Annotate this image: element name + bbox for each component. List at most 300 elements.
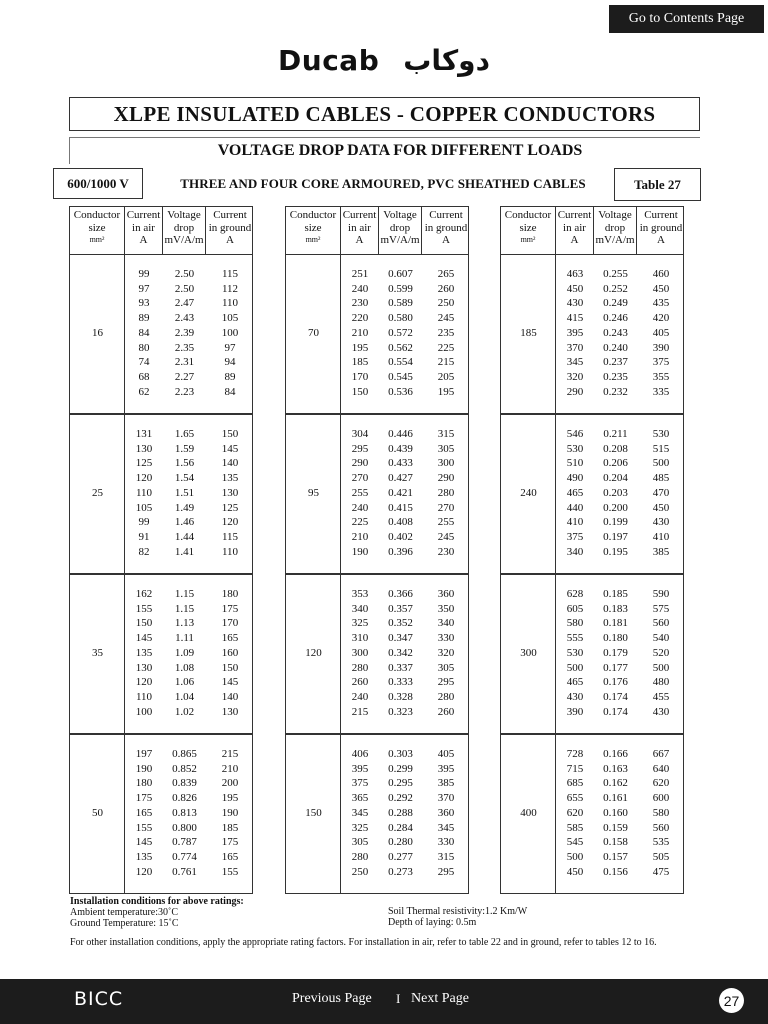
cell-ground: 667 bbox=[652, 748, 670, 760]
cell-air: 105 bbox=[135, 501, 153, 514]
cell-drop: 1.54 bbox=[174, 472, 195, 485]
cell-drop: 1.08 bbox=[174, 661, 195, 674]
cell-air: 150 bbox=[135, 617, 153, 630]
cell-ground: 305 bbox=[437, 661, 455, 674]
cell-drop: 0.176 bbox=[603, 676, 628, 689]
cell-air: 375 bbox=[351, 777, 369, 790]
values-ground bbox=[206, 747, 254, 879]
cell-ground: 235 bbox=[437, 326, 455, 339]
cell-drop: 0.852 bbox=[172, 762, 197, 775]
cell-air: 110 bbox=[135, 690, 153, 703]
cell-ground: 255 bbox=[437, 516, 455, 529]
values-ground bbox=[422, 267, 470, 399]
table-row bbox=[500, 254, 684, 414]
cell-drop: 2.43 bbox=[174, 312, 195, 325]
cell-air: 240 bbox=[351, 282, 369, 295]
cell-air: 555 bbox=[566, 632, 584, 645]
cell-ground: 165 bbox=[221, 850, 239, 863]
conductor-size: 25 bbox=[92, 487, 103, 499]
cell-drop: 0.580 bbox=[388, 312, 413, 325]
cell-ground: 560 bbox=[652, 821, 670, 834]
cell-air: 545 bbox=[566, 836, 584, 849]
cell-ground: 395 bbox=[437, 762, 455, 775]
cell-air: 340 bbox=[351, 602, 369, 615]
cell-air: 62 bbox=[138, 385, 150, 398]
header-line: mV/A/m bbox=[380, 234, 420, 246]
cell-ground: 155 bbox=[221, 865, 239, 878]
cell-ground: 150 bbox=[221, 661, 239, 674]
values-ground bbox=[422, 427, 470, 559]
cell-ground: 535 bbox=[652, 836, 670, 849]
cell-ground: 450 bbox=[652, 282, 670, 295]
header-size bbox=[286, 207, 341, 255]
cell-air: 125 bbox=[135, 457, 153, 470]
cell-ground: 195 bbox=[221, 792, 239, 805]
cell-air: 225 bbox=[351, 516, 369, 529]
cell-drop: 0.199 bbox=[603, 516, 628, 529]
cell-drop: 0.237 bbox=[603, 356, 628, 369]
cell-air: 270 bbox=[351, 472, 369, 485]
header-line: in air bbox=[563, 221, 586, 234]
cell-ground: 430 bbox=[652, 516, 670, 529]
cell-drop: 1.44 bbox=[174, 530, 195, 543]
header-ground bbox=[206, 207, 254, 255]
cell-ground: 140 bbox=[221, 690, 239, 703]
cell-ground: 410 bbox=[652, 530, 670, 543]
cell-ground: 245 bbox=[437, 312, 455, 325]
cell-ground: 94 bbox=[224, 356, 236, 369]
cell-air: 585 bbox=[566, 821, 584, 834]
cell-air: 220 bbox=[351, 312, 369, 325]
cell-ground: 89 bbox=[224, 370, 236, 383]
cell-ground: 140 bbox=[221, 457, 239, 470]
cell-air: 320 bbox=[566, 370, 584, 383]
cell-drop: 1.51 bbox=[174, 486, 195, 499]
cell-ground: 330 bbox=[437, 836, 455, 849]
cell-ground: 112 bbox=[221, 282, 239, 295]
next-page-link[interactable]: Next Page bbox=[411, 991, 469, 1006]
cell-air: 310 bbox=[351, 632, 369, 645]
cell-air: 120 bbox=[135, 472, 153, 485]
cell-air: 375 bbox=[566, 530, 584, 543]
header-line: drop bbox=[389, 221, 411, 234]
values-drop bbox=[379, 267, 422, 399]
cell-ground: 330 bbox=[437, 632, 455, 645]
cell-ground: 305 bbox=[437, 442, 455, 455]
cell-drop: 1.13 bbox=[174, 617, 195, 630]
cell-drop: 1.04 bbox=[174, 690, 195, 703]
table-row bbox=[285, 574, 469, 734]
values-drop bbox=[163, 267, 206, 399]
values-air bbox=[125, 267, 163, 399]
cell-air: 395 bbox=[566, 326, 584, 339]
header-ground bbox=[422, 207, 470, 255]
cell-ground: 190 bbox=[221, 806, 239, 819]
cell-air: 345 bbox=[566, 356, 584, 369]
values-ground bbox=[637, 427, 685, 559]
cell-ground: 97 bbox=[224, 341, 236, 354]
cell-air: 450 bbox=[566, 282, 584, 295]
header-drop bbox=[594, 207, 637, 255]
values-drop bbox=[163, 747, 206, 879]
footnote: For other installation conditions, apply the appropriate rating factors. For installation in air, refer to table 22 and in ground, refer to tables 12 to 16. bbox=[70, 937, 657, 948]
cell-drop: 0.197 bbox=[603, 530, 628, 543]
cell-drop: 0.554 bbox=[388, 356, 413, 369]
header-line: drop bbox=[604, 221, 626, 234]
cell-air: 295 bbox=[351, 442, 369, 455]
cell-ground: 245 bbox=[437, 530, 455, 543]
cell-drop: 1.49 bbox=[174, 501, 195, 514]
values-air bbox=[341, 427, 379, 559]
cell-ground: 600 bbox=[652, 792, 670, 805]
cell-drop: 0.536 bbox=[388, 385, 413, 398]
header-line: Voltage bbox=[383, 209, 417, 221]
cell-ground: 460 bbox=[652, 268, 670, 280]
cell-ground: 210 bbox=[221, 762, 239, 775]
cell-air: 120 bbox=[135, 865, 153, 878]
header-line: mm² bbox=[305, 235, 321, 244]
cell-drop: 0.288 bbox=[388, 806, 413, 819]
cell-drop: 1.41 bbox=[174, 545, 195, 558]
cell-ground: 200 bbox=[221, 777, 239, 790]
cell-ground: 175 bbox=[221, 602, 239, 615]
cell-drop: 2.50 bbox=[174, 268, 195, 280]
depth-of-laying: Depth of laying: 0.5m bbox=[388, 917, 477, 928]
cell-ground: 295 bbox=[437, 865, 455, 878]
cell-air: 130 bbox=[135, 442, 153, 455]
cell-air: 197 bbox=[135, 748, 153, 760]
cell-ground: 320 bbox=[437, 646, 455, 659]
conductor-size: 400 bbox=[520, 807, 537, 819]
cell-ground: 180 bbox=[221, 588, 239, 600]
cell-drop: 2.27 bbox=[174, 370, 195, 383]
cell-drop: 2.39 bbox=[174, 326, 195, 339]
values-air bbox=[125, 427, 163, 559]
values-ground bbox=[637, 267, 685, 399]
cell-air: 370 bbox=[566, 341, 584, 354]
cell-ground: 430 bbox=[652, 705, 670, 718]
values-drop bbox=[594, 427, 637, 559]
cell-drop: 0.396 bbox=[388, 545, 413, 558]
cell-drop: 0.181 bbox=[603, 617, 628, 630]
cell-ground: 360 bbox=[437, 588, 455, 600]
cell-air: 190 bbox=[351, 545, 369, 558]
cell-ground: 420 bbox=[652, 312, 670, 325]
header-line: size bbox=[304, 221, 322, 234]
cell-ground: 185 bbox=[221, 821, 239, 834]
cell-air: 305 bbox=[351, 836, 369, 849]
cell-ground: 345 bbox=[437, 821, 455, 834]
cell-air: 715 bbox=[566, 762, 584, 775]
cell-air: 99 bbox=[138, 268, 150, 280]
cell-drop: 1.65 bbox=[174, 428, 195, 440]
cell-ground: 455 bbox=[652, 690, 670, 703]
cell-air: 110 bbox=[135, 486, 153, 499]
cell-drop: 2.47 bbox=[174, 297, 195, 310]
page-number-badge: 27 bbox=[719, 988, 744, 1013]
values-ground bbox=[422, 747, 470, 879]
cell-drop: 2.23 bbox=[174, 385, 195, 398]
header-line: Current bbox=[644, 209, 678, 221]
cell-ground: 295 bbox=[437, 676, 455, 689]
cell-ground: 405 bbox=[437, 748, 455, 760]
table-header bbox=[285, 206, 469, 254]
header-line: mm² bbox=[520, 235, 536, 244]
cell-drop: 1.09 bbox=[174, 646, 195, 659]
values-air bbox=[341, 747, 379, 879]
cell-air: 395 bbox=[351, 762, 369, 775]
cell-air: 628 bbox=[566, 588, 584, 600]
header-air bbox=[125, 207, 163, 255]
table-row bbox=[500, 574, 684, 734]
cell-drop: 1.59 bbox=[174, 442, 195, 455]
cell-air: 145 bbox=[135, 836, 153, 849]
header-drop bbox=[379, 207, 422, 255]
cell-air: 325 bbox=[351, 821, 369, 834]
values-drop bbox=[379, 427, 422, 559]
cell-air: 605 bbox=[566, 602, 584, 615]
cell-air: 68 bbox=[138, 370, 150, 383]
cell-drop: 0.163 bbox=[603, 762, 628, 775]
cell-drop: 0.813 bbox=[172, 806, 197, 819]
conductor-size: 16 bbox=[92, 327, 103, 339]
cell-air: 430 bbox=[566, 690, 584, 703]
cell-ground: 150 bbox=[221, 428, 239, 440]
cell-ground: 575 bbox=[652, 602, 670, 615]
cell-air: 546 bbox=[566, 428, 584, 440]
header-line: A bbox=[570, 234, 579, 246]
cell-ground: 620 bbox=[652, 777, 670, 790]
cell-air: 406 bbox=[351, 748, 369, 760]
cell-drop: 0.787 bbox=[172, 836, 197, 849]
values-drop bbox=[594, 587, 637, 719]
cell-air: 210 bbox=[351, 530, 369, 543]
cell-air: 180 bbox=[135, 777, 153, 790]
cell-drop: 0.865 bbox=[172, 748, 197, 760]
cell-drop: 0.174 bbox=[603, 705, 628, 718]
cell-ground: 145 bbox=[221, 442, 239, 455]
header-line: mm² bbox=[89, 235, 105, 244]
cell-ground: 84 bbox=[224, 385, 236, 398]
values-drop bbox=[163, 587, 206, 719]
cell-drop: 0.357 bbox=[388, 602, 413, 615]
cell-ground: 125 bbox=[221, 501, 239, 514]
cell-ground: 110 bbox=[221, 297, 239, 310]
go-to-contents-button[interactable]: Go to Contents Page bbox=[609, 5, 764, 33]
values-ground bbox=[637, 747, 685, 879]
cell-drop: 0.774 bbox=[172, 850, 197, 863]
header-line: Current bbox=[342, 209, 377, 221]
header-line: Current bbox=[126, 209, 161, 221]
cell-drop: 2.50 bbox=[174, 282, 195, 295]
cell-ground: 370 bbox=[437, 792, 455, 805]
cell-drop: 1.02 bbox=[174, 705, 195, 718]
cell-drop: 0.328 bbox=[388, 690, 413, 703]
table-row bbox=[285, 734, 469, 894]
cell-air: 84 bbox=[138, 326, 150, 339]
cell-ground: 135 bbox=[221, 472, 239, 485]
cell-drop: 0.252 bbox=[603, 282, 628, 295]
cell-air: 500 bbox=[566, 850, 584, 863]
cell-drop: 0.545 bbox=[388, 370, 413, 383]
cell-drop: 0.232 bbox=[603, 385, 628, 398]
cell-ground: 540 bbox=[652, 632, 670, 645]
cell-drop: 0.299 bbox=[388, 762, 413, 775]
cell-drop: 0.208 bbox=[603, 442, 628, 455]
cell-ground: 110 bbox=[221, 545, 239, 558]
cell-ground: 515 bbox=[652, 442, 670, 455]
cell-drop: 0.204 bbox=[603, 472, 628, 485]
ground-temperature: Ground Temperature: 15˚C bbox=[70, 918, 179, 929]
cell-ground: 335 bbox=[652, 385, 670, 398]
cell-air: 390 bbox=[566, 705, 584, 718]
cell-air: 500 bbox=[566, 661, 584, 674]
previous-page-link[interactable]: Previous Page bbox=[292, 991, 372, 1006]
cell-drop: 0.408 bbox=[388, 516, 413, 529]
cell-ground: 315 bbox=[437, 428, 455, 440]
brand-name: BICC bbox=[74, 988, 124, 1010]
cell-drop: 0.446 bbox=[388, 428, 413, 440]
cell-ground: 560 bbox=[652, 617, 670, 630]
cell-ground: 475 bbox=[652, 865, 670, 878]
cell-drop: 0.439 bbox=[388, 442, 413, 455]
cell-drop: 0.421 bbox=[388, 486, 413, 499]
cell-ground: 130 bbox=[221, 705, 239, 718]
cell-air: 410 bbox=[566, 516, 584, 529]
cell-air: 465 bbox=[566, 676, 584, 689]
cell-air: 440 bbox=[566, 501, 584, 514]
header-line: Current bbox=[557, 209, 592, 221]
table-row bbox=[69, 414, 253, 574]
values-air bbox=[556, 587, 594, 719]
cell-ground: 100 bbox=[221, 326, 239, 339]
header-line: Conductor bbox=[289, 209, 337, 221]
cell-drop: 0.572 bbox=[388, 326, 413, 339]
cell-ground: 300 bbox=[437, 457, 455, 470]
cell-air: 230 bbox=[351, 297, 369, 310]
header-line: mV/A/m bbox=[164, 234, 204, 246]
cell-drop: 0.162 bbox=[603, 777, 628, 790]
cell-ground: 165 bbox=[221, 632, 239, 645]
table-row bbox=[69, 734, 253, 894]
header-size bbox=[501, 207, 556, 255]
values-air bbox=[556, 427, 594, 559]
header-line: size bbox=[519, 221, 537, 234]
cell-ground: 290 bbox=[437, 472, 455, 485]
cell-ground: 435 bbox=[652, 297, 670, 310]
cell-air: 255 bbox=[351, 486, 369, 499]
cell-ground: 215 bbox=[437, 356, 455, 369]
cell-drop: 0.433 bbox=[388, 457, 413, 470]
header-line: in air bbox=[348, 221, 371, 234]
cell-drop: 0.295 bbox=[388, 777, 413, 790]
nav-separator: I bbox=[396, 991, 401, 1006]
cell-drop: 1.46 bbox=[174, 516, 195, 529]
cell-ground: 360 bbox=[437, 806, 455, 819]
cell-air: 74 bbox=[138, 356, 150, 369]
cell-air: 465 bbox=[566, 486, 584, 499]
cell-drop: 0.240 bbox=[603, 341, 628, 354]
logo-arabic-text: دوكاب bbox=[403, 43, 490, 77]
cell-ground: 215 bbox=[221, 748, 239, 760]
cell-drop: 0.195 bbox=[603, 545, 628, 558]
cell-drop: 0.180 bbox=[603, 632, 628, 645]
cell-air: 251 bbox=[351, 268, 369, 280]
values-ground bbox=[206, 267, 254, 399]
cell-drop: 0.177 bbox=[603, 661, 628, 674]
cell-drop: 0.185 bbox=[603, 588, 628, 600]
cell-ground: 530 bbox=[652, 428, 670, 440]
cell-ground: 175 bbox=[221, 836, 239, 849]
cell-drop: 0.589 bbox=[388, 297, 413, 310]
header-line: A bbox=[657, 234, 665, 246]
cell-drop: 0.292 bbox=[388, 792, 413, 805]
cell-air: 353 bbox=[351, 588, 369, 600]
conductor-size: 240 bbox=[520, 487, 537, 499]
cell-ground: 470 bbox=[652, 486, 670, 499]
conductor-size: 300 bbox=[520, 647, 537, 659]
cell-ground: 115 bbox=[221, 268, 239, 280]
cell-drop: 1.15 bbox=[174, 602, 195, 615]
cell-air: 135 bbox=[135, 850, 153, 863]
cell-ground: 385 bbox=[652, 545, 670, 558]
cell-air: 190 bbox=[135, 762, 153, 775]
conductor-size: 35 bbox=[92, 647, 103, 659]
cell-air: 415 bbox=[566, 312, 584, 325]
cell-drop: 0.599 bbox=[388, 282, 413, 295]
cell-ground: 450 bbox=[652, 501, 670, 514]
header-line: A bbox=[139, 234, 148, 246]
cell-drop: 0.161 bbox=[603, 792, 628, 805]
notes-heading: Installation conditions for above ratings: bbox=[70, 896, 244, 907]
values-air bbox=[556, 747, 594, 879]
cell-drop: 0.277 bbox=[388, 850, 413, 863]
cell-drop: 0.159 bbox=[603, 821, 628, 834]
conductor-size: 50 bbox=[92, 807, 103, 819]
table-row bbox=[69, 574, 253, 734]
cell-air: 260 bbox=[351, 676, 369, 689]
cell-ground: 375 bbox=[652, 356, 670, 369]
cell-ground: 520 bbox=[652, 646, 670, 659]
cell-drop: 0.415 bbox=[388, 501, 413, 514]
cell-drop: 0.206 bbox=[603, 457, 628, 470]
cell-air: 280 bbox=[351, 661, 369, 674]
page-title: XLPE INSULATED CABLES - COPPER CONDUCTORS bbox=[69, 97, 700, 131]
cell-drop: 0.203 bbox=[603, 486, 628, 499]
header-line: A bbox=[442, 234, 450, 246]
values-air bbox=[556, 267, 594, 399]
cell-air: 165 bbox=[135, 806, 153, 819]
header-line: size bbox=[88, 221, 106, 234]
cell-air: 97 bbox=[138, 282, 150, 295]
cell-ground: 280 bbox=[437, 690, 455, 703]
cell-drop: 0.273 bbox=[388, 865, 413, 878]
table-group bbox=[69, 206, 253, 894]
cell-drop: 0.160 bbox=[603, 806, 628, 819]
table-row bbox=[285, 254, 469, 414]
cell-drop: 0.246 bbox=[603, 312, 628, 325]
voltage-rating: 600/1000 V bbox=[53, 168, 143, 199]
table-group bbox=[500, 206, 684, 894]
cell-ground: 225 bbox=[437, 341, 455, 354]
cell-air: 250 bbox=[351, 865, 369, 878]
cell-air: 530 bbox=[566, 646, 584, 659]
cable-type-heading: THREE AND FOUR CORE ARMOURED, PVC SHEATHED CABLES bbox=[180, 176, 586, 191]
header-line: Conductor bbox=[504, 209, 552, 221]
conductor-size: 120 bbox=[305, 647, 322, 659]
cell-ground: 485 bbox=[652, 472, 670, 485]
cell-drop: 0.183 bbox=[603, 602, 628, 615]
